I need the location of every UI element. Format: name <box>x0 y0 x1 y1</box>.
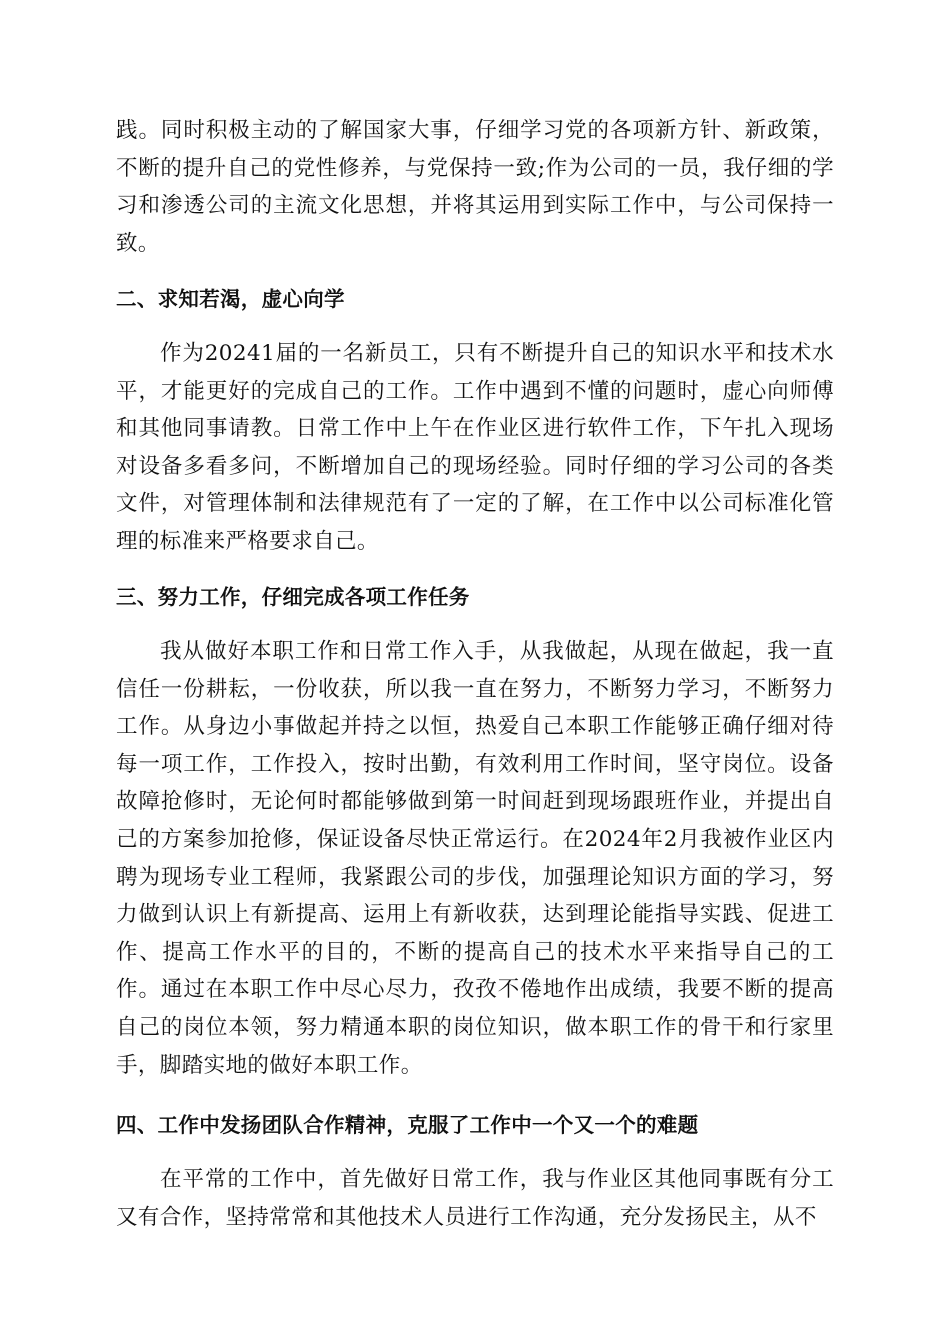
section-paragraph-3: 我从做好本职工作和日常工作入手，从我做起，从现在做起，我一直信任一份耕耘，一份收获，所以我一直在努力，不断努力学习，不断努力工作。从身边小事做起并持之以恒，热爱自己本职工作能够正确仔细对待每一项工作，工作投入，按时出勤，有效利用工作时间，坚守岗位。设备故障抢修时，无论何时都能够做到第一时间赶到现场跟班作业，并提出自己的方案参加抢修，保证设备尽快正常运行。在2024年2月我被作业区内聘为现场专业工程师，我紧跟公司的步伐，加强理论知识方面的学习，努力做到认识上有新提高、运用上有新收获，达到理论能指导实践、促进工作、提高工作水平的目的，不断的提高自己的技术水平来指导自己的工作。通过在本职工作中尽心尽力，孜孜不倦地作出成绩，我要不断的提高自己的岗位本领，努力精通本职的岗位知识，做本职工作的骨干和行家里手，脚踏实地的做好本职工作。 <box>116 639 834 1078</box>
section-heading-4: 四、工作中发扬团队合作精神，克服了工作中一个又一个的难题 <box>116 1113 699 1137</box>
section-heading-3: 三、努力工作，仔细完成各项工作任务 <box>116 585 470 609</box>
section-paragraph-4: 在平常的工作中，首先做好日常工作，我与作业区其他同事既有分工又有合作，坚持常常和其他技术人员进行工作沟通，充分发扬民主，从不 <box>116 1167 834 1230</box>
section-heading-2: 二、求知若渴，虚心向学 <box>116 287 345 311</box>
intro-paragraph: 践。同时积极主动的了解国家大事，仔细学习党的各项新方针、新政策，不断的提升自己的党性修养，与党保持一致;作为公司的一员，我仔细的学习和渗透公司的主流文化思想，并将其运用到实际工作中，与公司保持一致。 <box>116 118 834 256</box>
section-paragraph-2: 作为20241届的一名新员工，只有不断提升自己的知识水平和技术水平，才能更好的完成自己的工作。工作中遇到不懂的问题时，虚心向师傅和其他同事请教。日常工作中上午在作业区进行软件工作，下午扎入现场对设备多看多问，不断增加自己的现场经验。同时仔细的学习公司的各类文件，对管理体制和法律规范有了一定的了解，在工作中以公司标准化管理的标准来严格要求自己。 <box>116 341 834 554</box>
